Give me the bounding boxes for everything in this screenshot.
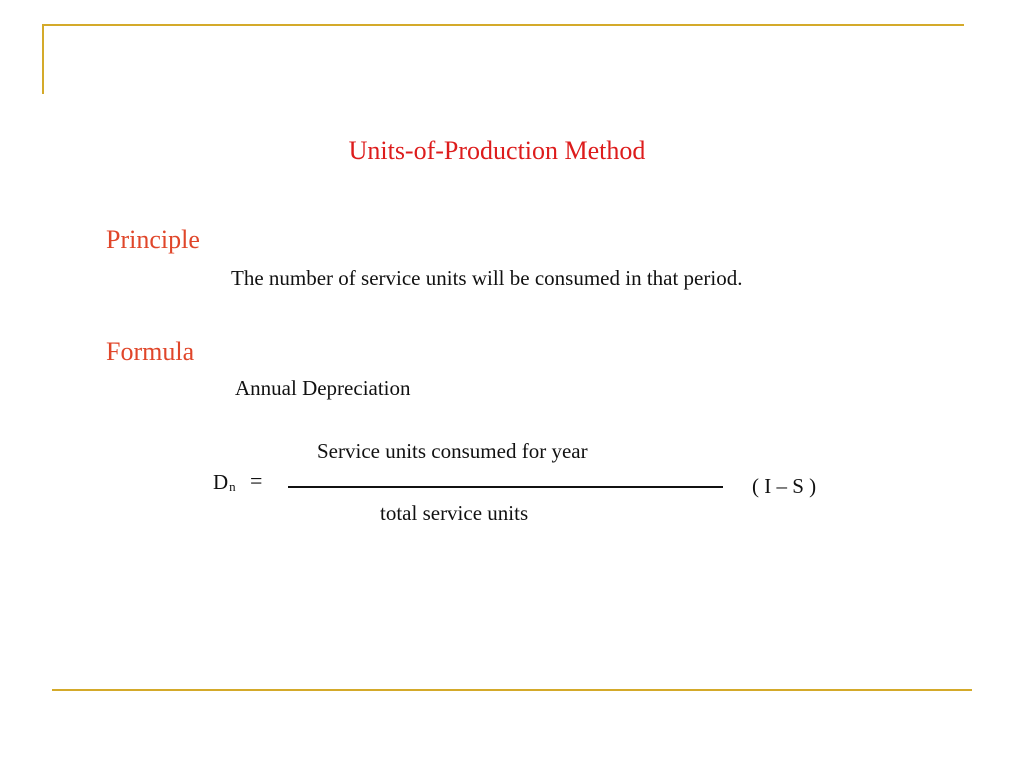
equals-sign: = — [250, 468, 263, 493]
principle-text: The number of service units will be consumed in that period. — [231, 266, 743, 290]
formula-denominator: total service units — [380, 501, 529, 525]
lhs-symbol: D — [213, 470, 229, 494]
principle-heading: Principle — [106, 225, 200, 254]
top-rule — [42, 24, 964, 26]
bottom-rule — [52, 689, 972, 691]
formula-label: Annual Depreciation — [235, 376, 411, 400]
formula-lhs — [213, 470, 236, 495]
lhs-subscript: n — [229, 479, 236, 494]
formula-multiplier: ( I – S ) — [752, 474, 817, 498]
formula-heading: Formula — [106, 337, 195, 366]
left-rule — [42, 24, 44, 94]
fraction-bar — [288, 486, 723, 488]
formula-numerator: Service units consumed for year — [317, 439, 588, 463]
slide-title: Units-of-Production Method — [348, 136, 646, 165]
